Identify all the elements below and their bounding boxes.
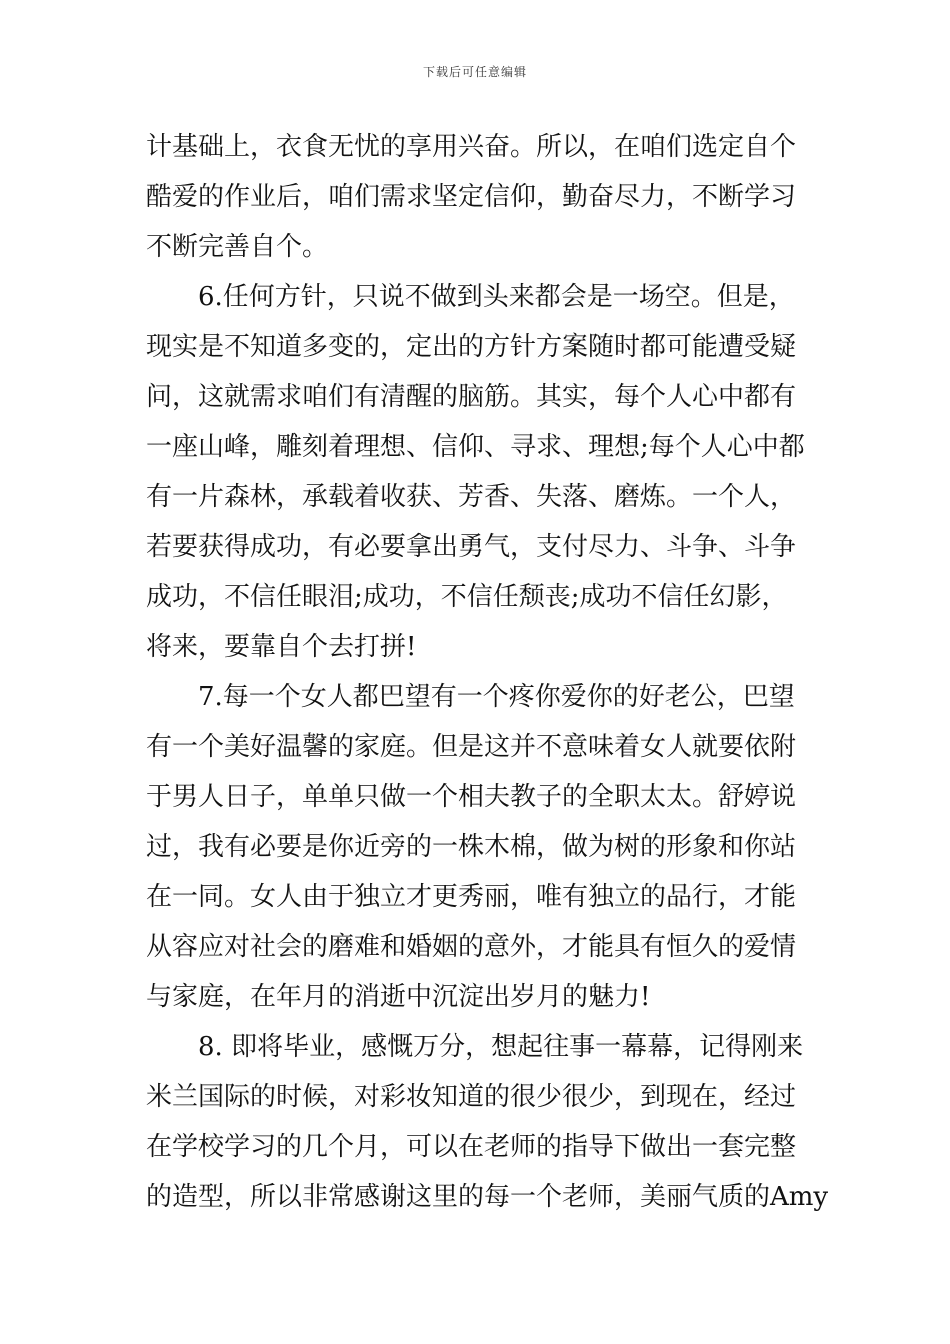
text-line: 的造型，所以非常感谢这里的每一个老师，美丽气质的Amy	[146, 1182, 829, 1212]
text-line: 米兰国际的时候，对彩妆知道的很少很少，到现在，经过	[146, 1082, 797, 1112]
text-line: 7.每一个女人都巴望有一个疼你爱你的好老公，巴望	[198, 682, 795, 712]
page-header: 下载后可任意编辑	[422, 65, 527, 79]
text-line: 有一个美好温馨的家庭。但是这并不意味着女人就要依附	[146, 732, 797, 762]
text-line: 有一片森林，承载着收获、芳香、失落、磨炼。一个人，	[146, 482, 797, 512]
text-line: 与家庭，在年月的消逝中沉淀出岁月的魅力!	[146, 982, 651, 1012]
text-line: 在学校学习的几个月，可以在老师的指导下做出一套完整	[146, 1132, 797, 1162]
text-line: 不断完善自个。	[146, 232, 329, 262]
paragraph-item-6	[146, 272, 816, 672]
text-line: 过，我有必要是你近旁的一株木棉，做为树的形象和你站	[146, 832, 797, 862]
document-body	[146, 122, 829, 1222]
text-line: 将来，要靠自个去打拼!	[146, 632, 417, 662]
paragraph-item-8	[146, 1022, 829, 1222]
text-line: 在一同。女人由于独立才更秀丽，唯有独立的品行，才能	[146, 882, 797, 912]
text-line: 现实是不知道多变的，定出的方针方案随时都可能遭受疑	[146, 332, 797, 362]
text-line: 从容应对社会的磨难和婚姻的意外，才能具有恒久的爱情	[146, 932, 797, 962]
text-line: 8. 即将毕业，感慨万分，想起往事一幕幕，记得刚来	[198, 1032, 804, 1062]
text-line: 于男人日子，单单只做一个相夫教子的全职太太。舒婷说	[146, 782, 797, 812]
text-line: 问，这就需求咱们有清醒的脑筋。其实，每个人心中都有	[146, 382, 797, 412]
text-line: 若要获得成功，有必要拿出勇气，支付尽力、斗争、斗争	[146, 532, 797, 562]
paragraph-continued	[146, 122, 816, 272]
text-line: 酷爱的作业后，咱们需求坚定信仰，勤奋尽力，不断学习	[146, 182, 797, 212]
text-line: 6.任何方针，只说不做到头来都会是一场空。但是，	[198, 282, 795, 312]
text-line: 计基础上，衣食无忧的享用兴奋。所以，在咱们选定自个	[146, 132, 797, 162]
text-line: 一座山峰，雕刻着理想、信仰、寻求、理想;每个人心中都	[146, 432, 805, 462]
paragraph-item-7	[146, 672, 816, 1022]
text-line: 成功，不信任眼泪;成功，不信任颓丧;成功不信任幻影，	[146, 582, 788, 612]
